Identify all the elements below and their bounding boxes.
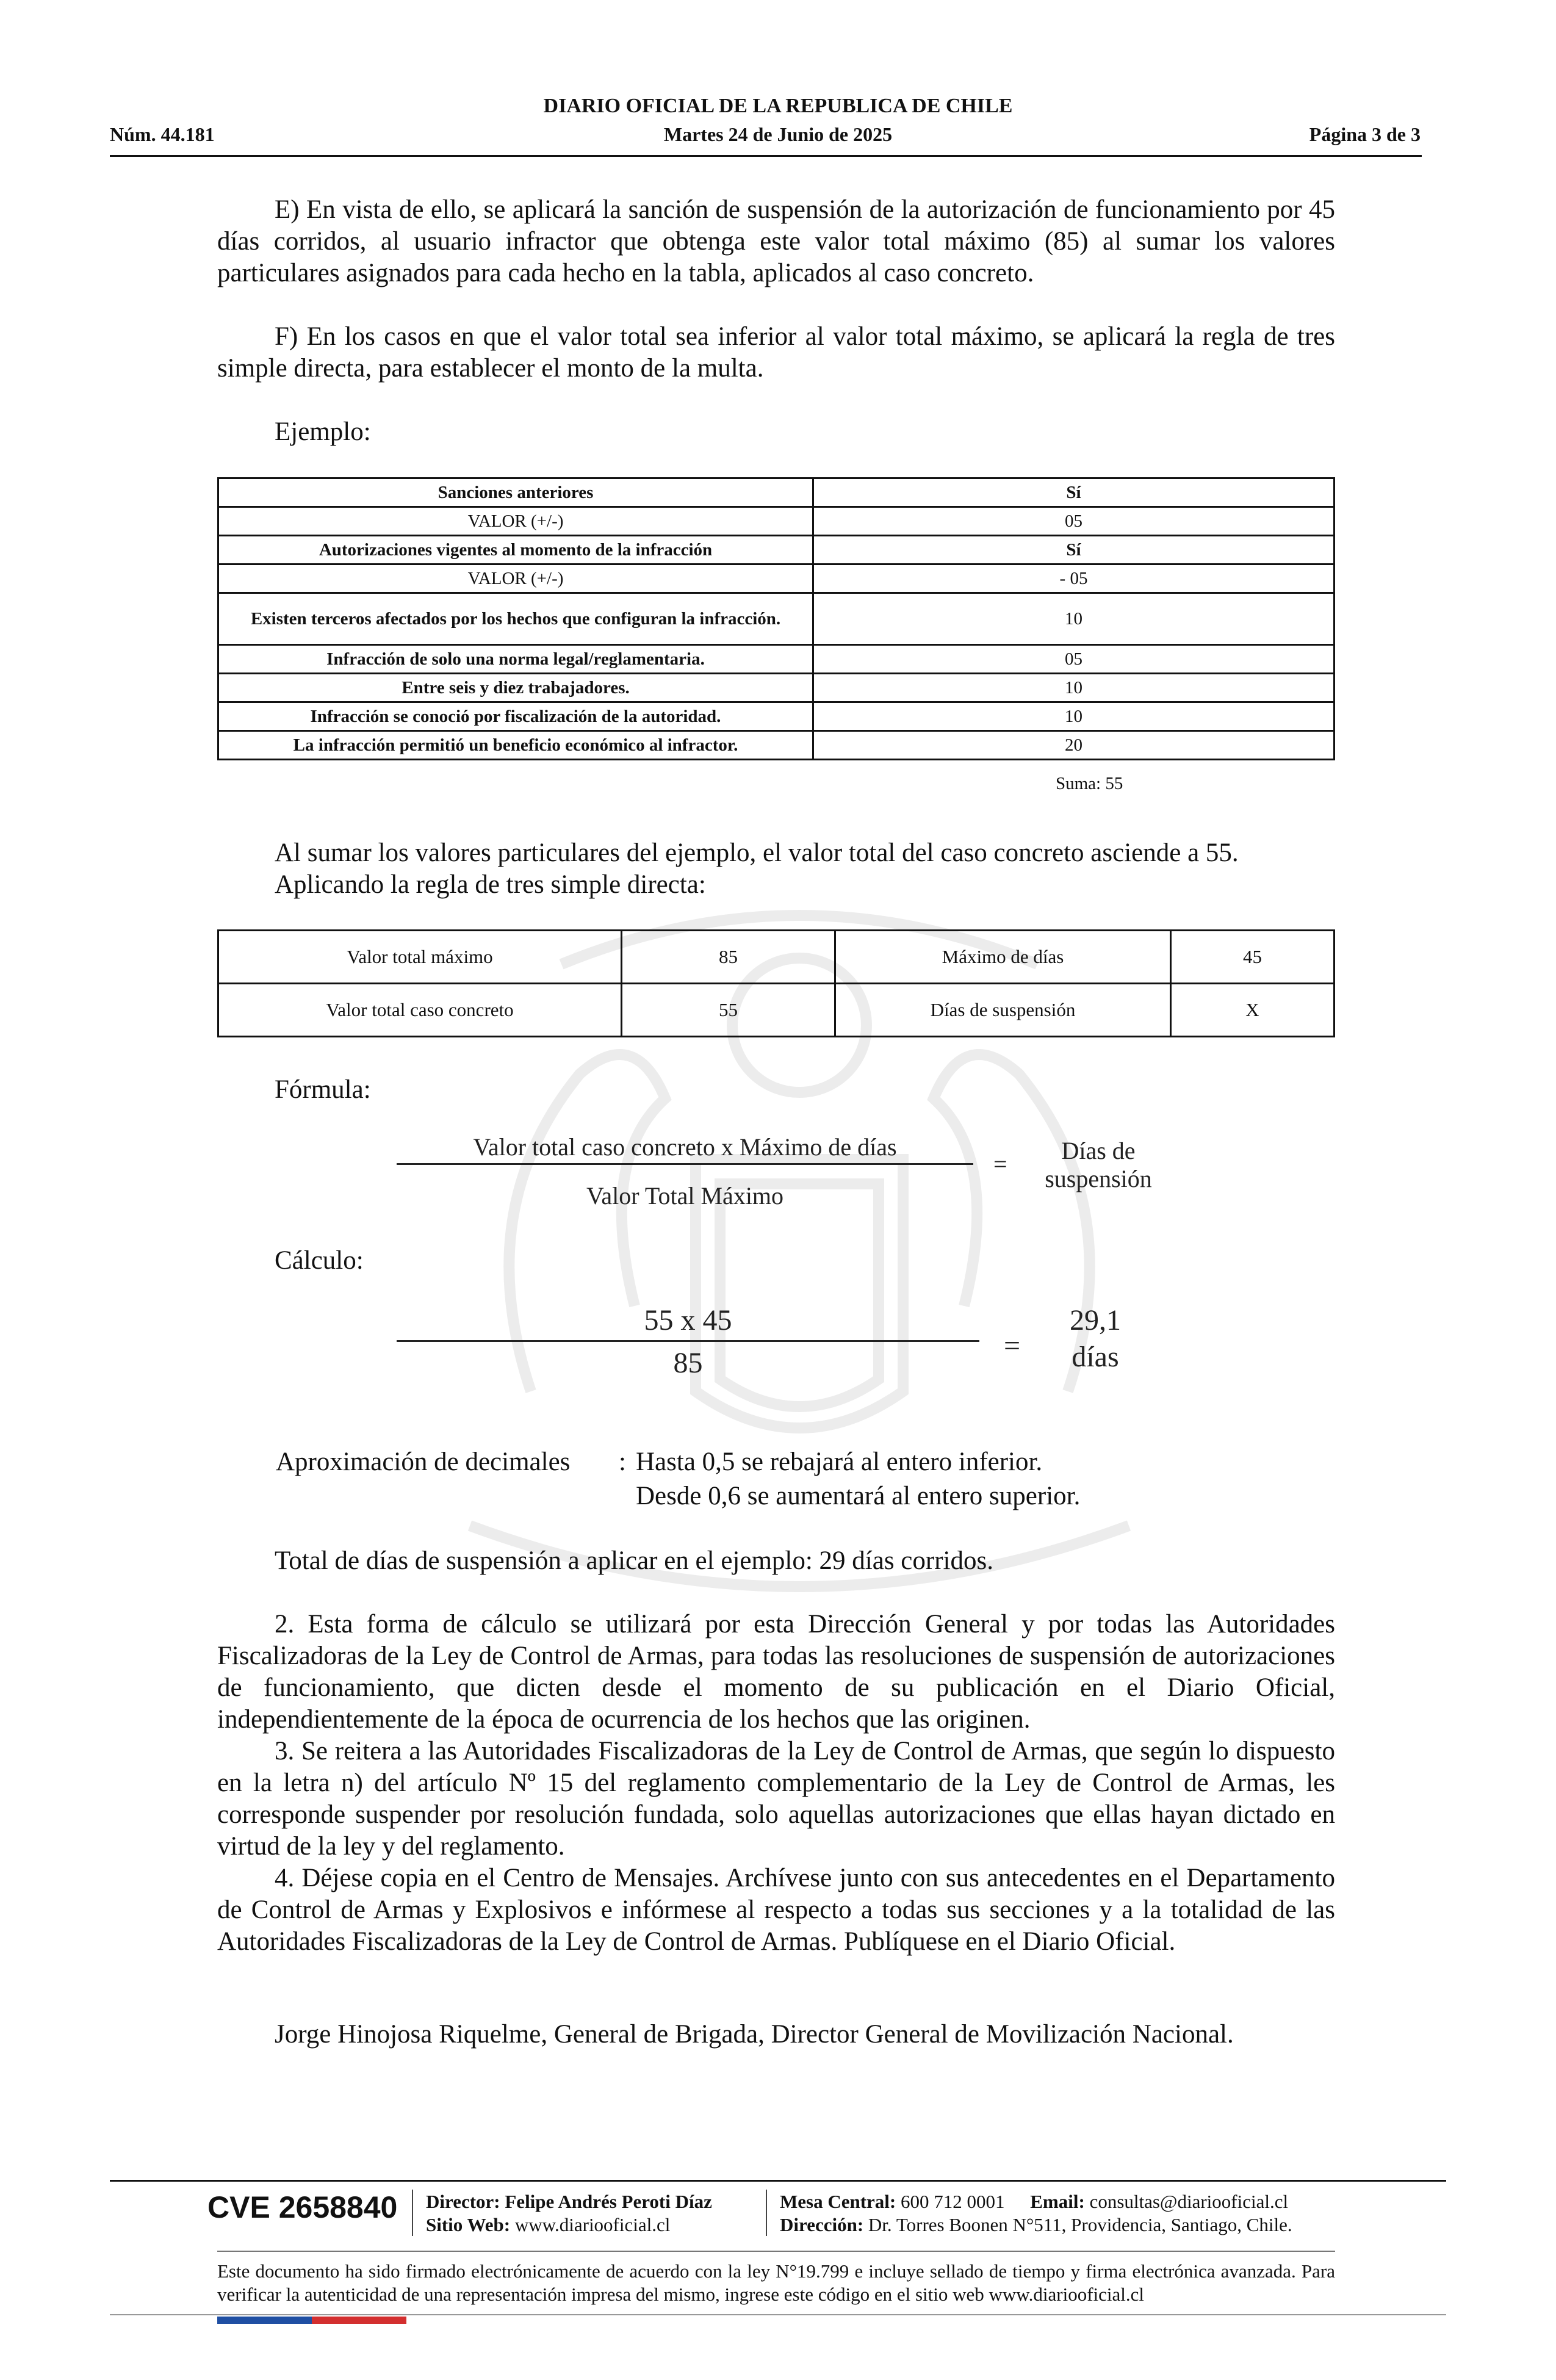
phone-label: Mesa Central: bbox=[780, 2191, 896, 2212]
paragraph-3: 3. Se reitera a las Autoridades Fiscalizadoras de la Ley de Control de Armas, que según lo dispuesto en la letra n) del artículo Nº 15 del reglamento complementario de la Ley de Control de Armas, les corresponde suspender por resolución fundada, solo aquellas autorizaciones que ellas hayan dictado en virtud de la ley y del reglamento. bbox=[217, 1737, 1335, 1861]
table-cell: 55 bbox=[622, 984, 835, 1037]
director-name: Felipe Andrés Peroti Díaz bbox=[505, 2191, 712, 2212]
header-divider bbox=[110, 155, 1422, 157]
total-days-sentence: Total de días de suspensión a aplicar en el ejemplo: 29 días corridos. bbox=[275, 1546, 993, 1575]
rounding-rule-down: Hasta 0,5 se rebajará al entero inferior. bbox=[636, 1448, 1043, 1476]
table-cell-label: VALOR (+/-) bbox=[218, 507, 813, 536]
cve-code: CVE 2658840 bbox=[207, 2190, 398, 2224]
table-cell-label: La infracción permitió un beneficio económico al infractor. bbox=[218, 731, 813, 760]
table-cell-label: Infracción de solo una norma legal/reglamentaria. bbox=[218, 645, 813, 674]
table-cell-value: 10 bbox=[813, 674, 1334, 702]
table-cell-value: 05 bbox=[813, 645, 1334, 674]
footer-divider bbox=[110, 2314, 1446, 2315]
table-cell-label: Existen terceros afectados por los hechos que configuran la infracción. bbox=[218, 593, 813, 645]
website-link[interactable]: www.diariooficial.cl bbox=[514, 2214, 671, 2235]
calculation-result: 29,1 bbox=[1070, 1304, 1121, 1336]
table-cell: X bbox=[1171, 984, 1334, 1037]
example-heading: Ejemplo: bbox=[275, 417, 371, 446]
signature: Jorge Hinojosa Riquelme, General de Brigada, Director General de Movilización Nacional. bbox=[275, 2020, 1234, 2049]
formula-heading: Fórmula: bbox=[275, 1075, 371, 1104]
address-label: Dirección: bbox=[780, 2214, 864, 2235]
phone-number: 600 712 0001 bbox=[901, 2191, 1005, 2212]
table-row bbox=[218, 702, 1334, 731]
website-label: Sitio Web: bbox=[426, 2214, 511, 2235]
sum-label: Suma: 55 bbox=[1056, 774, 1123, 793]
table-row bbox=[218, 564, 1334, 593]
calculation-heading: Cálculo: bbox=[275, 1246, 364, 1275]
table-row bbox=[218, 478, 1334, 507]
newspaper-title: DIARIO OFICIAL DE LA REPUBLICA DE CHILE bbox=[543, 95, 1013, 117]
calculation-denominator: 85 bbox=[673, 1347, 703, 1379]
formula-denominator: Valor Total Máximo bbox=[586, 1182, 784, 1210]
table-row bbox=[218, 507, 1334, 536]
table-row bbox=[218, 984, 1334, 1037]
contact-line bbox=[780, 2191, 1288, 2213]
formula-fraction-bar bbox=[397, 1163, 973, 1165]
paragraph-f: F) En los casos en que el valor total sea inferior al valor total máximo, se aplicará la regla de tres simple directa, para establecer el monto de la multa. bbox=[217, 322, 1335, 383]
table-row bbox=[218, 593, 1334, 645]
director-label: Director: bbox=[426, 2191, 500, 2212]
page-number: Página 3 de 3 bbox=[1309, 123, 1421, 145]
address-line bbox=[780, 2214, 1292, 2236]
table-cell-value: Sí bbox=[813, 478, 1334, 507]
rounding-rule-up: Desde 0,6 se aumentará al entero superior. bbox=[636, 1482, 1081, 1510]
table-cell-label: Autorizaciones vigentes al momento de la infracción bbox=[218, 536, 813, 564]
email-address[interactable]: consultas@diariooficial.cl bbox=[1089, 2191, 1289, 2212]
formula-result-line1: Días de bbox=[1061, 1137, 1136, 1164]
address-text: Dr. Torres Boonen N°511, Providencia, Santiago, Chile. bbox=[868, 2214, 1292, 2235]
table-cell-label: Infracción se conoció por fiscalización de la autoridad. bbox=[218, 702, 813, 731]
table-cell-value: Sí bbox=[813, 536, 1334, 564]
table-row bbox=[218, 931, 1334, 984]
formula-result-line2: suspensión bbox=[1045, 1165, 1152, 1192]
footer-divider bbox=[110, 2180, 1446, 2182]
rule-of-three-sentence: Aplicando la regla de tres simple directa: bbox=[275, 870, 706, 899]
table-cell-label: VALOR (+/-) bbox=[218, 564, 813, 593]
table-cell: 85 bbox=[622, 931, 835, 984]
footer-separator bbox=[412, 2190, 413, 2236]
paragraph-4: 4. Déjese copia en el Centro de Mensajes. Archívese junto con sus antecedentes en el Departamento de Control de Armas y Explosivos e infórmese al respecto a todas sus secciones y a la totalidad de las Autoridades Fiscalizadoras de la Ley de Control de Armas. Publíquese en el Diario Oficial. bbox=[217, 1864, 1335, 1956]
table-cell-value: 05 bbox=[813, 507, 1334, 536]
example-table bbox=[217, 477, 1335, 760]
table-cell-label: Sanciones anteriores bbox=[218, 478, 813, 507]
paragraph-e: E) En vista de ello, se aplicará la sanción de suspensión de la autorización de funcionamiento por 45 días corridos, al usuario infractor que obtenga este valor total máximo (85) al sumar los valores particulares asignados para cada hecho en la tabla, aplicados al caso concreto. bbox=[217, 195, 1335, 287]
table-row bbox=[218, 645, 1334, 674]
table-cell: 45 bbox=[1171, 931, 1334, 984]
calculation-fraction-bar bbox=[397, 1340, 979, 1342]
table-cell: Días de suspensión bbox=[835, 984, 1171, 1037]
table-cell: Máximo de días bbox=[835, 931, 1171, 984]
table-row bbox=[218, 731, 1334, 760]
footer-separator bbox=[766, 2190, 767, 2236]
table-cell-label: Entre seis y diez trabajadores. bbox=[218, 674, 813, 702]
calculation-numerator: 55 x 45 bbox=[644, 1304, 732, 1336]
table-cell-value: 10 bbox=[813, 593, 1334, 645]
rounding-label: Aproximación de decimales bbox=[276, 1448, 571, 1476]
table-cell: Valor total caso concreto bbox=[218, 984, 622, 1037]
issue-date: Martes 24 de Junio de 2025 bbox=[663, 123, 893, 145]
flag-bar-red bbox=[312, 2317, 406, 2324]
calculation-result-unit: días bbox=[1072, 1341, 1119, 1373]
flag-bar-blue bbox=[217, 2317, 312, 2324]
table-cell: Valor total máximo bbox=[218, 931, 622, 984]
table-cell-value: 10 bbox=[813, 702, 1334, 731]
website-line bbox=[426, 2214, 670, 2236]
table-cell-value: - 05 bbox=[813, 564, 1334, 593]
director-line bbox=[426, 2191, 712, 2213]
paragraph-2: 2. Esta forma de cálculo se utilizará por esta Dirección General y por todas las Autoridades Fiscalizadoras de la Ley de Control de Armas, para todas las resoluciones de suspensión de autorizaciones de funcionamiento, que dicten desde el momento de su publicación en el Diario Oficial, independientemente de la época de ocurrencia de los hechos que las originen. bbox=[217, 1610, 1335, 1734]
table-cell-value: 20 bbox=[813, 731, 1334, 760]
table-row bbox=[218, 674, 1334, 702]
table-row bbox=[218, 536, 1334, 564]
calculation-equals: = bbox=[1004, 1330, 1021, 1362]
formula-numerator: Valor total caso concreto x Máximo de días bbox=[473, 1133, 897, 1161]
formula-equals: = bbox=[993, 1150, 1007, 1178]
email-label: Email: bbox=[1030, 2191, 1085, 2212]
sum-sentence: Al sumar los valores particulares del ejemplo, el valor total del caso concreto asciende a 55. bbox=[275, 838, 1239, 867]
rounding-colon: : bbox=[619, 1448, 626, 1476]
rule-of-three-table bbox=[217, 929, 1335, 1037]
legal-notice: Este documento ha sido firmado electrónicamente de acuerdo con la ley N°19.799 e incluye sellado de tiempo y firma electrónica avanzada. Para verificar la autenticidad de una representación impresa del mismo, ingrese este código en el sitio web www.diariooficial.cl bbox=[217, 2260, 1335, 2305]
footer-divider bbox=[217, 2251, 1335, 2252]
issue-number: Núm. 44.181 bbox=[110, 123, 215, 145]
